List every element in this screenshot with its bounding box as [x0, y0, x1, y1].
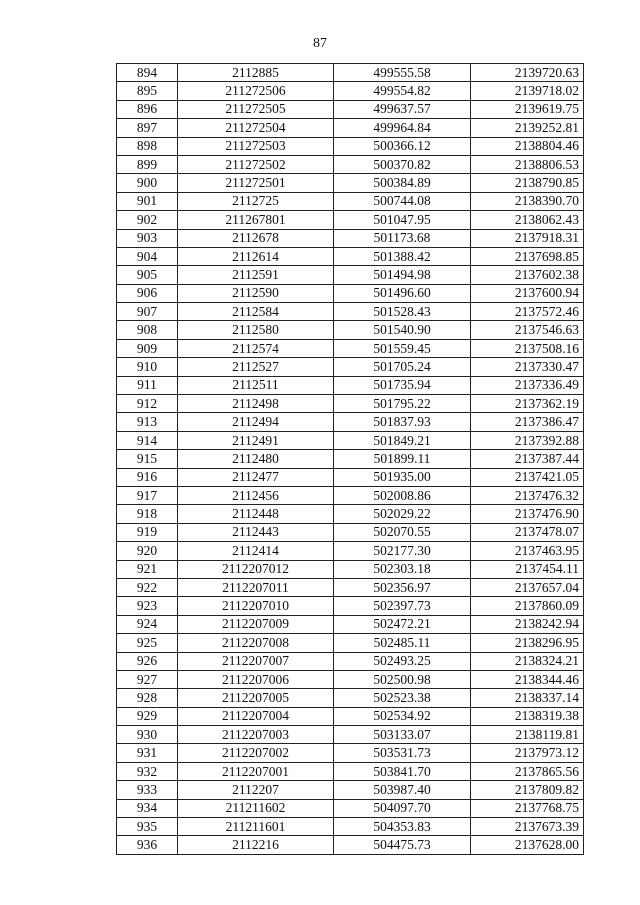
- x-coordinate-cell: 502008.86: [334, 486, 471, 504]
- y-coordinate-cell: 2137600.94: [471, 284, 584, 302]
- y-coordinate-cell: 2137463.95: [471, 542, 584, 560]
- row-number-cell: 910: [117, 358, 178, 376]
- point-id-cell: 2112207003: [178, 726, 334, 744]
- point-id-cell: 2112207007: [178, 652, 334, 670]
- x-coordinate-cell: 501795.22: [334, 395, 471, 413]
- point-id-cell: 2112448: [178, 505, 334, 523]
- row-number-cell: 924: [117, 615, 178, 633]
- table-row: [117, 781, 584, 799]
- x-coordinate-cell: 501496.60: [334, 284, 471, 302]
- y-coordinate-cell: 2137330.47: [471, 358, 584, 376]
- table-row: [117, 137, 584, 155]
- x-coordinate-cell: 501705.24: [334, 358, 471, 376]
- point-id-cell: 2112590: [178, 284, 334, 302]
- row-number-cell: 904: [117, 247, 178, 265]
- point-id-cell: 2112511: [178, 376, 334, 394]
- point-id-cell: 2112207001: [178, 762, 334, 780]
- row-number-cell: 894: [117, 64, 178, 82]
- table-row: [117, 836, 584, 854]
- point-id-cell: 2112207011: [178, 578, 334, 596]
- point-id-cell: 211272506: [178, 82, 334, 100]
- row-number-cell: 928: [117, 689, 178, 707]
- coordinates-table: [116, 63, 584, 855]
- y-coordinate-cell: 2137602.38: [471, 266, 584, 284]
- row-number-cell: 903: [117, 229, 178, 247]
- y-coordinate-cell: 2138242.94: [471, 615, 584, 633]
- y-coordinate-cell: 2137860.09: [471, 597, 584, 615]
- point-id-cell: 2112207009: [178, 615, 334, 633]
- x-coordinate-cell: 501559.45: [334, 339, 471, 357]
- x-coordinate-cell: 501849.21: [334, 431, 471, 449]
- table-row: [117, 615, 584, 633]
- table-row: [117, 155, 584, 173]
- y-coordinate-cell: 2137657.04: [471, 578, 584, 596]
- x-coordinate-cell: 502534.92: [334, 707, 471, 725]
- y-coordinate-cell: 2138804.46: [471, 137, 584, 155]
- y-coordinate-cell: 2137673.39: [471, 818, 584, 836]
- x-coordinate-cell: 504097.70: [334, 799, 471, 817]
- row-number-cell: 929: [117, 707, 178, 725]
- point-id-cell: 2112207: [178, 781, 334, 799]
- y-coordinate-cell: 2137454.11: [471, 560, 584, 578]
- x-coordinate-cell: 500370.82: [334, 155, 471, 173]
- table-row: [117, 652, 584, 670]
- row-number-cell: 921: [117, 560, 178, 578]
- y-coordinate-cell: 2138119.81: [471, 726, 584, 744]
- table-row: [117, 818, 584, 836]
- y-coordinate-cell: 2137865.56: [471, 762, 584, 780]
- x-coordinate-cell: 501528.43: [334, 303, 471, 321]
- point-id-cell: 211267801: [178, 211, 334, 229]
- row-number-cell: 930: [117, 726, 178, 744]
- row-number-cell: 907: [117, 303, 178, 321]
- row-number-cell: 934: [117, 799, 178, 817]
- point-id-cell: 211272504: [178, 119, 334, 137]
- y-coordinate-cell: 2137508.16: [471, 339, 584, 357]
- point-id-cell: 2112580: [178, 321, 334, 339]
- table-row: [117, 578, 584, 596]
- point-id-cell: 2112207008: [178, 634, 334, 652]
- x-coordinate-cell: 501899.11: [334, 450, 471, 468]
- row-number-cell: 913: [117, 413, 178, 431]
- row-number-cell: 905: [117, 266, 178, 284]
- row-number-cell: 914: [117, 431, 178, 449]
- row-number-cell: 918: [117, 505, 178, 523]
- x-coordinate-cell: 502397.73: [334, 597, 471, 615]
- table-row: [117, 119, 584, 137]
- x-coordinate-cell: 501935.00: [334, 468, 471, 486]
- table-row: [117, 284, 584, 302]
- table-row: [117, 247, 584, 265]
- table-row: [117, 303, 584, 321]
- point-id-cell: 2112678: [178, 229, 334, 247]
- x-coordinate-cell: 502523.38: [334, 689, 471, 707]
- y-coordinate-cell: 2139252.81: [471, 119, 584, 137]
- x-coordinate-cell: 501494.98: [334, 266, 471, 284]
- table-row: [117, 744, 584, 762]
- table-row: [117, 174, 584, 192]
- row-number-cell: 897: [117, 119, 178, 137]
- y-coordinate-cell: 2137918.31: [471, 229, 584, 247]
- x-coordinate-cell: 502070.55: [334, 523, 471, 541]
- table-row: [117, 670, 584, 688]
- y-coordinate-cell: 2138806.53: [471, 155, 584, 173]
- y-coordinate-cell: 2138296.95: [471, 634, 584, 652]
- table-row: [117, 358, 584, 376]
- row-number-cell: 923: [117, 597, 178, 615]
- point-id-cell: 2112414: [178, 542, 334, 560]
- y-coordinate-cell: 2137768.75: [471, 799, 584, 817]
- x-coordinate-cell: 503531.73: [334, 744, 471, 762]
- x-coordinate-cell: 503987.40: [334, 781, 471, 799]
- x-coordinate-cell: 502177.30: [334, 542, 471, 560]
- row-number-cell: 936: [117, 836, 178, 854]
- table-row: [117, 689, 584, 707]
- point-id-cell: 2112207012: [178, 560, 334, 578]
- x-coordinate-cell: 501735.94: [334, 376, 471, 394]
- table-row: [117, 339, 584, 357]
- table-row: [117, 505, 584, 523]
- table-row: [117, 321, 584, 339]
- x-coordinate-cell: 502500.98: [334, 670, 471, 688]
- table-row: [117, 762, 584, 780]
- row-number-cell: 920: [117, 542, 178, 560]
- x-coordinate-cell: 500744.08: [334, 192, 471, 210]
- row-number-cell: 898: [117, 137, 178, 155]
- x-coordinate-cell: 501173.68: [334, 229, 471, 247]
- table-row: [117, 468, 584, 486]
- point-id-cell: 2112885: [178, 64, 334, 82]
- point-id-cell: 2112725: [178, 192, 334, 210]
- point-id-cell: 211211601: [178, 818, 334, 836]
- table-row: [117, 82, 584, 100]
- x-coordinate-cell: 503841.70: [334, 762, 471, 780]
- x-coordinate-cell: 499554.82: [334, 82, 471, 100]
- table-row: [117, 726, 584, 744]
- y-coordinate-cell: 2139718.02: [471, 82, 584, 100]
- row-number-cell: 911: [117, 376, 178, 394]
- point-id-cell: 2112491: [178, 431, 334, 449]
- y-coordinate-cell: 2138344.46: [471, 670, 584, 688]
- table-row: [117, 707, 584, 725]
- table-row: [117, 486, 584, 504]
- y-coordinate-cell: 2138390.70: [471, 192, 584, 210]
- y-coordinate-cell: 2137973.12: [471, 744, 584, 762]
- x-coordinate-cell: 504353.83: [334, 818, 471, 836]
- y-coordinate-cell: 2137386.47: [471, 413, 584, 431]
- y-coordinate-cell: 2137476.32: [471, 486, 584, 504]
- row-number-cell: 899: [117, 155, 178, 173]
- x-coordinate-cell: 502029.22: [334, 505, 471, 523]
- row-number-cell: 901: [117, 192, 178, 210]
- y-coordinate-cell: 2137572.46: [471, 303, 584, 321]
- row-number-cell: 931: [117, 744, 178, 762]
- page-number: 87: [313, 36, 327, 51]
- y-coordinate-cell: 2137476.90: [471, 505, 584, 523]
- row-number-cell: 919: [117, 523, 178, 541]
- y-coordinate-cell: 2137336.49: [471, 376, 584, 394]
- y-coordinate-cell: 2137362.19: [471, 395, 584, 413]
- row-number-cell: 902: [117, 211, 178, 229]
- row-number-cell: 935: [117, 818, 178, 836]
- point-id-cell: 2112574: [178, 339, 334, 357]
- x-coordinate-cell: 501837.93: [334, 413, 471, 431]
- row-number-cell: 922: [117, 578, 178, 596]
- row-number-cell: 915: [117, 450, 178, 468]
- point-id-cell: 2112480: [178, 450, 334, 468]
- y-coordinate-cell: 2138337.14: [471, 689, 584, 707]
- x-coordinate-cell: 502472.21: [334, 615, 471, 633]
- x-coordinate-cell: 500366.12: [334, 137, 471, 155]
- table-row: [117, 560, 584, 578]
- table-row: [117, 64, 584, 82]
- y-coordinate-cell: 2137546.63: [471, 321, 584, 339]
- point-id-cell: 2112527: [178, 358, 334, 376]
- table-row: [117, 413, 584, 431]
- table-row: [117, 450, 584, 468]
- point-id-cell: 2112207006: [178, 670, 334, 688]
- table-row: [117, 100, 584, 118]
- y-coordinate-cell: 2139720.63: [471, 64, 584, 82]
- x-coordinate-cell: 499555.58: [334, 64, 471, 82]
- x-coordinate-cell: 501047.95: [334, 211, 471, 229]
- y-coordinate-cell: 2137387.44: [471, 450, 584, 468]
- table-row: [117, 597, 584, 615]
- table-row: [117, 395, 584, 413]
- table-row: [117, 542, 584, 560]
- row-number-cell: 925: [117, 634, 178, 652]
- x-coordinate-cell: 502493.25: [334, 652, 471, 670]
- y-coordinate-cell: 2137698.85: [471, 247, 584, 265]
- row-number-cell: 896: [117, 100, 178, 118]
- row-number-cell: 908: [117, 321, 178, 339]
- point-id-cell: 2112207004: [178, 707, 334, 725]
- x-coordinate-cell: 501540.90: [334, 321, 471, 339]
- x-coordinate-cell: 502356.97: [334, 578, 471, 596]
- y-coordinate-cell: 2137392.88: [471, 431, 584, 449]
- point-id-cell: 2112207010: [178, 597, 334, 615]
- point-id-cell: 211211602: [178, 799, 334, 817]
- table-row: [117, 192, 584, 210]
- point-id-cell: 2112477: [178, 468, 334, 486]
- table-row: [117, 211, 584, 229]
- table-row: [117, 523, 584, 541]
- row-number-cell: 895: [117, 82, 178, 100]
- row-number-cell: 912: [117, 395, 178, 413]
- point-id-cell: 2112207005: [178, 689, 334, 707]
- y-coordinate-cell: 2137628.00: [471, 836, 584, 854]
- y-coordinate-cell: 2139619.75: [471, 100, 584, 118]
- point-id-cell: 2112216: [178, 836, 334, 854]
- y-coordinate-cell: 2138062.43: [471, 211, 584, 229]
- row-number-cell: 900: [117, 174, 178, 192]
- x-coordinate-cell: 501388.42: [334, 247, 471, 265]
- x-coordinate-cell: 502485.11: [334, 634, 471, 652]
- row-number-cell: 933: [117, 781, 178, 799]
- point-id-cell: 2112614: [178, 247, 334, 265]
- x-coordinate-cell: 500384.89: [334, 174, 471, 192]
- point-id-cell: 2112207002: [178, 744, 334, 762]
- row-number-cell: 927: [117, 670, 178, 688]
- point-id-cell: 2112584: [178, 303, 334, 321]
- table-row: [117, 431, 584, 449]
- point-id-cell: 211272502: [178, 155, 334, 173]
- coordinates-table-body: [117, 64, 584, 855]
- x-coordinate-cell: 503133.07: [334, 726, 471, 744]
- table-row: [117, 634, 584, 652]
- x-coordinate-cell: 504475.73: [334, 836, 471, 854]
- table-row: [117, 376, 584, 394]
- row-number-cell: 906: [117, 284, 178, 302]
- table-row: [117, 799, 584, 817]
- y-coordinate-cell: 2137478.07: [471, 523, 584, 541]
- row-number-cell: 926: [117, 652, 178, 670]
- row-number-cell: 932: [117, 762, 178, 780]
- table-row: [117, 229, 584, 247]
- point-id-cell: 2112498: [178, 395, 334, 413]
- point-id-cell: 211272501: [178, 174, 334, 192]
- y-coordinate-cell: 2138319.38: [471, 707, 584, 725]
- x-coordinate-cell: 499637.57: [334, 100, 471, 118]
- row-number-cell: 917: [117, 486, 178, 504]
- point-id-cell: 2112456: [178, 486, 334, 504]
- table-row: [117, 266, 584, 284]
- point-id-cell: 2112591: [178, 266, 334, 284]
- row-number-cell: 916: [117, 468, 178, 486]
- point-id-cell: 211272505: [178, 100, 334, 118]
- point-id-cell: 211272503: [178, 137, 334, 155]
- y-coordinate-cell: 2138790.85: [471, 174, 584, 192]
- row-number-cell: 909: [117, 339, 178, 357]
- x-coordinate-cell: 502303.18: [334, 560, 471, 578]
- point-id-cell: 2112494: [178, 413, 334, 431]
- x-coordinate-cell: 499964.84: [334, 119, 471, 137]
- y-coordinate-cell: 2137421.05: [471, 468, 584, 486]
- y-coordinate-cell: 2137809.82: [471, 781, 584, 799]
- point-id-cell: 2112443: [178, 523, 334, 541]
- y-coordinate-cell: 2138324.21: [471, 652, 584, 670]
